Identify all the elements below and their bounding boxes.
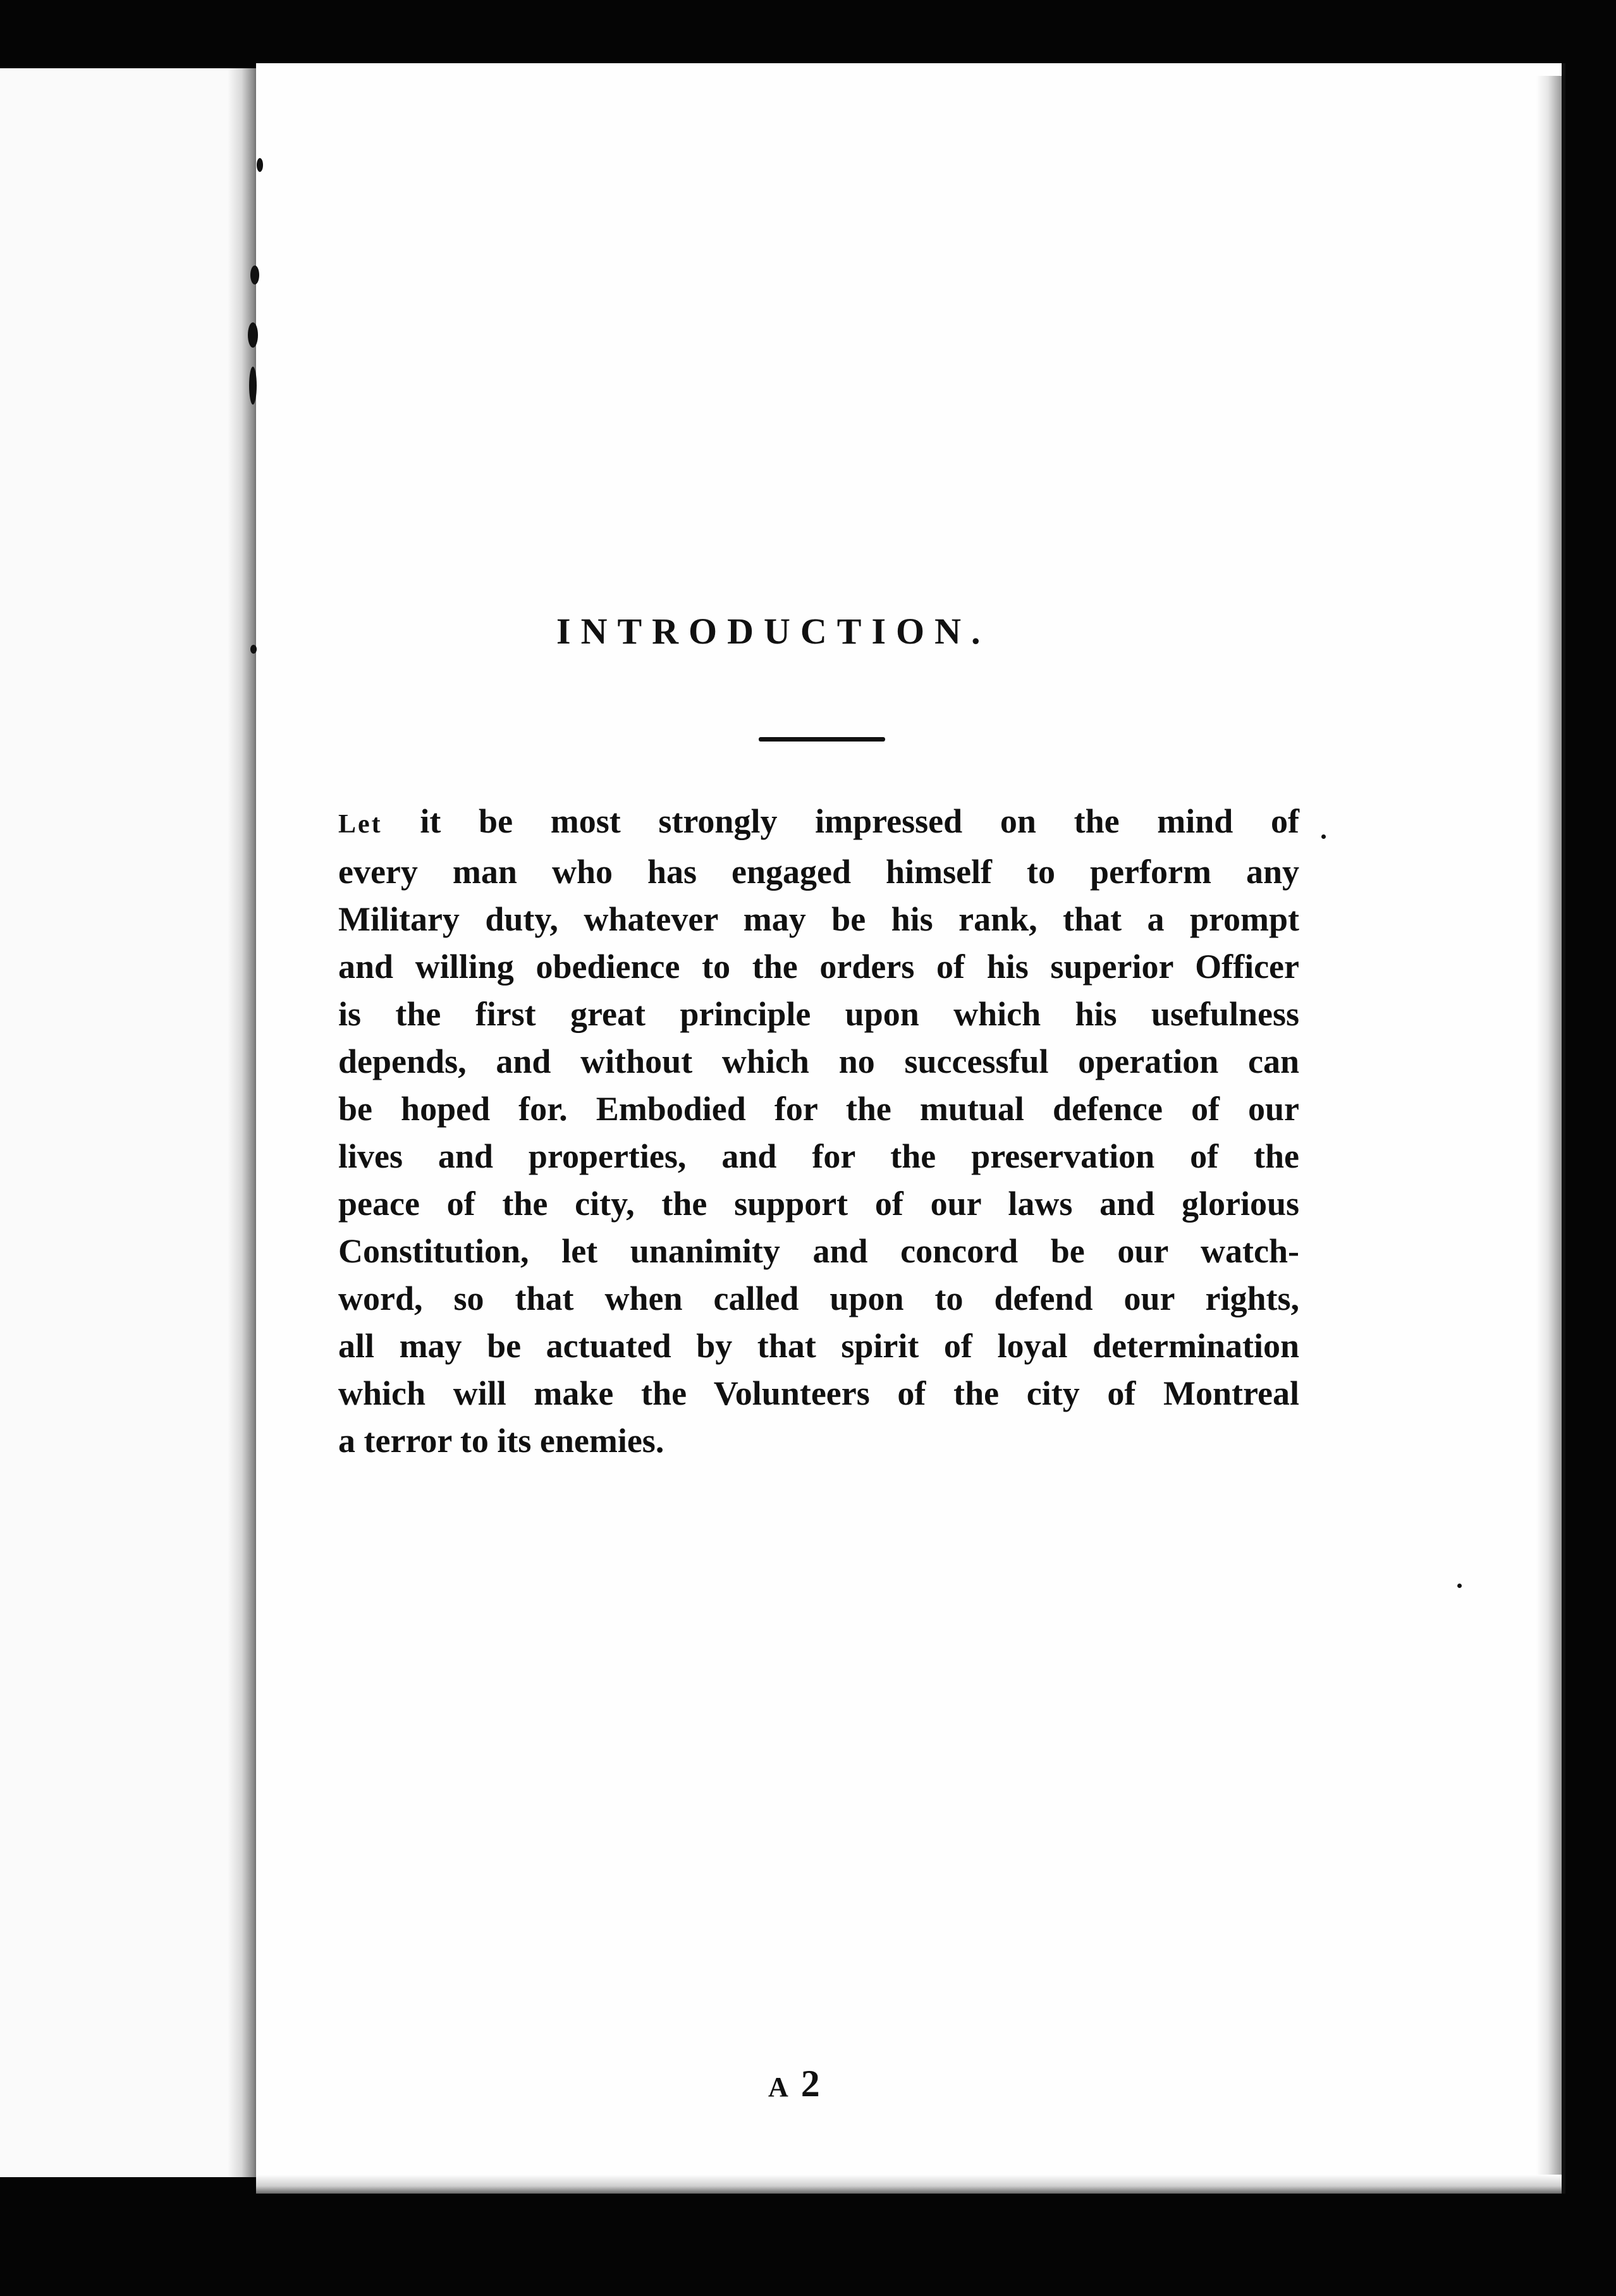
ink-speck bbox=[1457, 1584, 1462, 1588]
ink-speck bbox=[257, 158, 263, 172]
page-edge-right bbox=[1536, 76, 1562, 2181]
ink-speck bbox=[250, 266, 259, 284]
paragraph-line: Military duty, whatever may be his rank, that a prompt bbox=[338, 900, 1299, 938]
ink-speck bbox=[250, 645, 257, 654]
heading-rule bbox=[759, 737, 885, 742]
paragraph-line: peace of the city, the support of our laws and glorious bbox=[338, 1185, 1299, 1223]
paragraph-line: Constitution, let unanimity and concord be our watch- bbox=[338, 1232, 1299, 1270]
signature-mark bbox=[768, 2062, 820, 2106]
ink-speck bbox=[249, 367, 257, 405]
paragraph-line: lives and properties, and for the preservation of the bbox=[338, 1137, 1299, 1175]
paragraph-line: depends, and without which no successful operation can bbox=[338, 1042, 1299, 1080]
page-edge-bottom bbox=[256, 2175, 1562, 2194]
paragraph-line: is the first great principle upon which his usefulness bbox=[338, 995, 1299, 1033]
paragraph-line: which will make the Volunteers of the city of Montreal bbox=[338, 1374, 1299, 1412]
paragraph-line: Let it be most strongly impressed on the mind of bbox=[338, 802, 1299, 840]
signature-number: 2 bbox=[800, 2063, 820, 2104]
facing-page-left bbox=[0, 68, 243, 2177]
ink-speck bbox=[248, 322, 258, 348]
paragraph-lead-word: Let bbox=[338, 810, 383, 839]
introduction-paragraph bbox=[338, 798, 1299, 1465]
paragraph-line: every man who has engaged himself to perform any bbox=[338, 853, 1299, 891]
paragraph-line: be hoped for. Embodied for the mutual defence of our bbox=[338, 1090, 1299, 1128]
paragraph-line: and willing obedience to the orders of his superior Officer bbox=[338, 948, 1299, 986]
signature-letter: A bbox=[768, 2072, 788, 2103]
page-heading: INTRODUCTION. bbox=[556, 611, 991, 652]
paragraph-line: word, so that when called upon to defend our rights, bbox=[338, 1279, 1299, 1317]
paragraph-line: all may be actuated by that spirit of loyal determination bbox=[338, 1327, 1299, 1365]
ink-speck bbox=[1321, 834, 1326, 839]
paragraph-line: a terror to its enemies. bbox=[338, 1422, 664, 1460]
